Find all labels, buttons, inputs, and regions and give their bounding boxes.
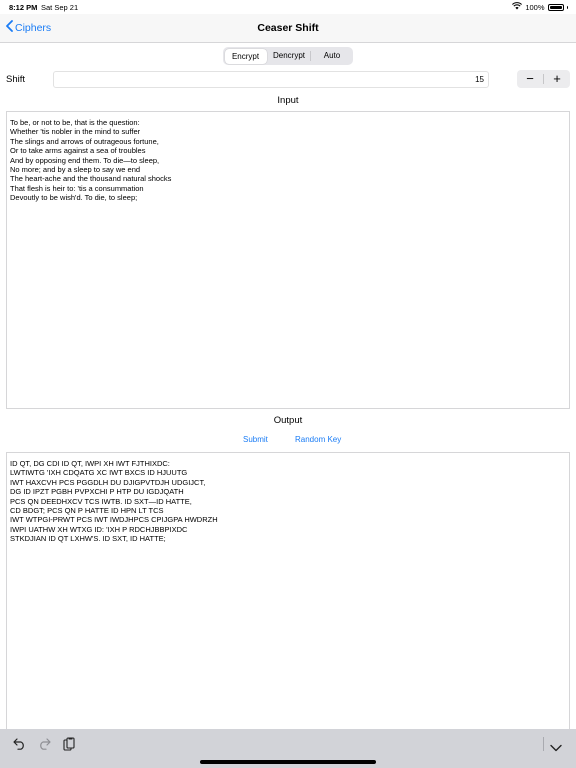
input-label: Input — [277, 95, 299, 106]
paste-icon[interactable] — [63, 737, 75, 756]
decrement-button[interactable]: − — [526, 71, 534, 86]
random-key-button[interactable]: Random Key — [295, 435, 342, 444]
battery-icon — [548, 4, 564, 11]
output-label: Output — [273, 415, 303, 426]
status-date: Sat Sep 21 — [41, 3, 79, 12]
back-label: Ciphers — [15, 21, 52, 34]
toolbar-divider — [543, 737, 544, 751]
chevron-down-icon[interactable] — [550, 739, 562, 757]
wifi-icon — [512, 2, 522, 12]
segment-encrypt[interactable]: Encrypt — [225, 49, 267, 64]
shift-value-field[interactable]: 15 — [53, 71, 489, 88]
submit-button[interactable]: Submit — [243, 435, 268, 444]
redo-icon[interactable] — [38, 737, 51, 755]
increment-button[interactable]: + — [553, 71, 561, 86]
shift-label: Shift — [6, 74, 26, 85]
status-bar — [0, 0, 576, 14]
battery-nub — [567, 6, 569, 9]
mode-segmented-control — [223, 47, 353, 65]
segment-decrypt[interactable]: Dencrypt — [272, 51, 305, 60]
page-title: Ceaser Shift — [257, 22, 319, 34]
shift-stepper — [517, 70, 570, 88]
undo-icon[interactable] — [13, 737, 26, 755]
output-text-area[interactable]: ID QT, DG CDI ID QT, IWPI XH IWT FJTHIXDC: LWTIWTG 'IXH CDQATG XC IWT BXCS ID HJUUTG IWT HAXCVH PCS PGGDLH DU DJIGPVTDJH UDGIJCT, DG ID IPZT PGBH PVPXCHI P HTP DU IGDJQATH PCS QN DEEDHXCV TCS IWTB. ID SXT—ID HATTE, CD BDGT; PCS QN P HATTE ID HPN LT TCS IWT WTPGI-PRWT PCS IWT IWDJHPCS CPIJGPA HWDRZH IWPI UATHW XH WTXG ID: 'IXH P RDCHJBBPIXDC STKDJIAN ID QT LXHW'S. ID SXT, ID HATTE; — [6, 452, 570, 730]
segment-auto[interactable]: Auto — [323, 51, 341, 60]
home-indicator — [200, 760, 376, 764]
navigation-bar — [0, 14, 576, 43]
status-right — [512, 2, 568, 12]
status-time: 8:12 PM — [9, 3, 38, 12]
input-text-area[interactable]: To be, or not to be, that is the question: Whether 'tis nobler in the mind to suffer The slings and arrows of outrageous fortune, Or to take arms against a sea of troubles And by opposing end them. To die—to sleep, No more; and by a sleep to say we end The heart-ache and the thousand natural shocks That flesh is heir to: 'tis a consummation Devoutly to be wish'd. To die, to sleep; — [6, 111, 570, 409]
battery-percent: 100% — [525, 2, 545, 12]
